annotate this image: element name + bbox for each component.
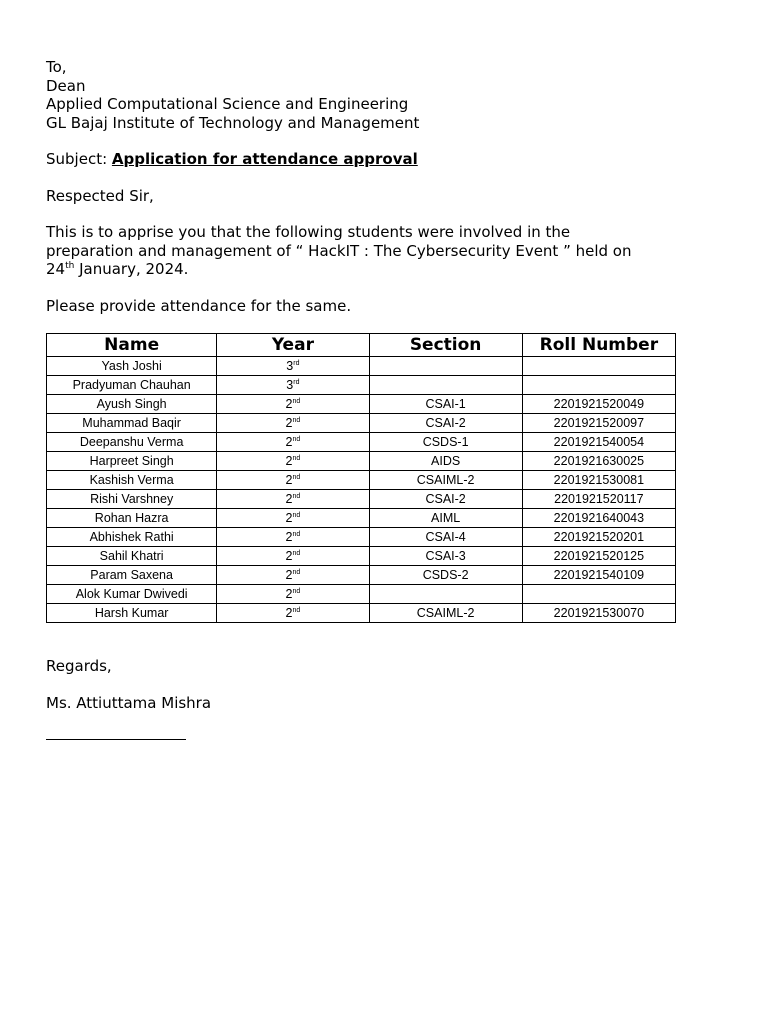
body-line-1: This is to apprise you that the following students were involved in the: [46, 223, 571, 241]
signatory-name: Ms. Attiuttama Mishra: [46, 693, 212, 712]
year-suffix: nd: [292, 416, 301, 424]
table-row: [47, 471, 676, 490]
year-suffix: nd: [292, 397, 301, 405]
table-row: [47, 604, 676, 623]
year-number: 2: [285, 549, 293, 563]
student-roll-cell: 2201921530081: [522, 471, 675, 490]
table-row: [47, 566, 676, 585]
student-year-cell: [217, 509, 369, 528]
student-section-cell: CSAI-1: [369, 395, 522, 414]
table-row: [47, 414, 676, 433]
year-number: 2: [285, 473, 293, 487]
student-year-cell: [217, 433, 369, 452]
students-table-body: [47, 357, 676, 623]
student-roll-cell: 2201921540054: [522, 433, 675, 452]
student-year-cell: [217, 357, 369, 376]
student-section-cell: [369, 376, 522, 395]
student-name-cell: Abhishek Rathi: [47, 528, 217, 547]
student-year-cell: [217, 585, 369, 604]
student-roll-cell: 2201921520201: [522, 528, 675, 547]
student-name-cell: Kashish Verma: [47, 471, 217, 490]
student-name-cell: Harpreet Singh: [47, 452, 217, 471]
year-suffix: nd: [292, 454, 301, 462]
salutation: Respected Sir,: [46, 186, 154, 205]
year-suffix: rd: [293, 378, 300, 386]
recipient-title: Dean: [46, 76, 86, 95]
student-year-cell: [217, 395, 369, 414]
year-number: 2: [285, 587, 293, 601]
student-year-cell: [217, 547, 369, 566]
header-name: Name: [47, 334, 217, 357]
department-name: Applied Computational Science and Engineering: [46, 95, 409, 113]
student-name-cell: Param Saxena: [47, 566, 217, 585]
institute-name: GL Bajaj Institute of Technology and Management: [46, 113, 420, 132]
student-year-cell: [217, 566, 369, 585]
student-section-cell: CSAIML-2: [369, 604, 522, 623]
student-roll-cell: 2201921530070: [522, 604, 675, 623]
student-section-cell: CSDS-2: [369, 566, 522, 585]
student-name-cell: Yash Joshi: [47, 357, 217, 376]
student-section-cell: CSAI-3: [369, 547, 522, 566]
student-section-cell: CSAI-2: [369, 490, 522, 509]
student-section-cell: CSAI-4: [369, 528, 522, 547]
student-roll-cell: [522, 357, 675, 376]
student-section-cell: CSDS-1: [369, 433, 522, 452]
year-number: 3: [286, 359, 294, 373]
year-number: 2: [285, 435, 293, 449]
subject-line: [46, 150, 686, 169]
table-row: [47, 547, 676, 566]
student-name-cell: Alok Kumar Dwivedi: [47, 585, 217, 604]
student-year-cell: [217, 471, 369, 490]
year-suffix: nd: [292, 549, 301, 557]
event-date-suffix: th: [65, 261, 75, 271]
student-roll-cell: 2201921540109: [522, 566, 675, 585]
attendance-request: Please provide attendance for the same.: [46, 296, 352, 315]
student-name-cell: Muhammad Baqir: [47, 414, 217, 433]
student-name-cell: Rohan Hazra: [47, 509, 217, 528]
student-name-cell: Pradyuman Chauhan: [47, 376, 217, 395]
student-year-cell: [217, 528, 369, 547]
student-name-cell: Deepanshu Verma: [47, 433, 217, 452]
student-name-cell: Ayush Singh: [47, 395, 217, 414]
year-number: 2: [285, 397, 293, 411]
table-row: [47, 585, 676, 604]
student-section-cell: CSAI-2: [369, 414, 522, 433]
table-row: [47, 433, 676, 452]
year-suffix: nd: [292, 606, 301, 614]
year-suffix: nd: [292, 492, 301, 500]
student-year-cell: [217, 490, 369, 509]
letter-page: [46, 58, 686, 740]
table-row: [47, 490, 676, 509]
header-year: Year: [217, 334, 369, 357]
year-number: 2: [285, 511, 293, 525]
year-number: 2: [285, 416, 293, 430]
student-roll-cell: 2201921520117: [522, 490, 675, 509]
event-date-day: 24: [46, 260, 66, 278]
closing: Regards,: [46, 657, 112, 675]
student-roll-cell: [522, 376, 675, 395]
student-section-cell: AIDS: [369, 452, 522, 471]
table-row: [47, 376, 676, 395]
student-year-cell: [217, 376, 369, 395]
year-suffix: nd: [292, 530, 301, 538]
student-roll-cell: 2201921520125: [522, 547, 675, 566]
year-suffix: rd: [293, 359, 300, 367]
header-section: Section: [369, 334, 522, 357]
year-number: 2: [285, 530, 293, 544]
table-header-row: [47, 334, 676, 357]
year-number: 2: [285, 492, 293, 506]
signature-line: [46, 738, 186, 740]
table-row: [47, 528, 676, 547]
students-table: [46, 333, 676, 623]
student-name-cell: Sahil Khatri: [47, 547, 217, 566]
year-suffix: nd: [292, 511, 301, 519]
student-name-cell: Rishi Varshney: [47, 490, 217, 509]
student-section-cell: [369, 357, 522, 376]
student-roll-cell: [522, 585, 675, 604]
year-number: 2: [285, 454, 293, 468]
year-suffix: nd: [292, 568, 301, 576]
student-year-cell: [217, 604, 369, 623]
student-roll-cell: 2201921520049: [522, 395, 675, 414]
subject-prefix: Subject:: [46, 150, 108, 168]
year-suffix: nd: [292, 587, 301, 595]
year-number: 2: [285, 606, 293, 620]
header-roll-number: Roll Number: [522, 334, 675, 357]
body-line-3: [46, 260, 686, 279]
student-name-cell: Harsh Kumar: [47, 604, 217, 623]
student-section-cell: [369, 585, 522, 604]
year-number: 2: [285, 568, 293, 582]
year-suffix: nd: [292, 473, 301, 481]
subject-text: Application for attendance approval: [111, 150, 418, 168]
student-roll-cell: 2201921630025: [522, 452, 675, 471]
student-section-cell: CSAIML-2: [369, 471, 522, 490]
event-date-rest: January, 2024.: [74, 260, 189, 278]
student-roll-cell: 2201921640043: [522, 509, 675, 528]
table-row: [47, 357, 676, 376]
address-to: To,: [46, 58, 67, 76]
student-year-cell: [217, 414, 369, 433]
table-row: [47, 452, 676, 471]
body-line-2: preparation and management of “ HackIT : The Cybersecurity Event ” held on: [46, 241, 632, 260]
year-suffix: nd: [292, 435, 301, 443]
student-year-cell: [217, 452, 369, 471]
table-row: [47, 395, 676, 414]
year-number: 3: [286, 378, 294, 392]
student-section-cell: AIML: [369, 509, 522, 528]
student-roll-cell: 2201921520097: [522, 414, 675, 433]
table-row: [47, 509, 676, 528]
